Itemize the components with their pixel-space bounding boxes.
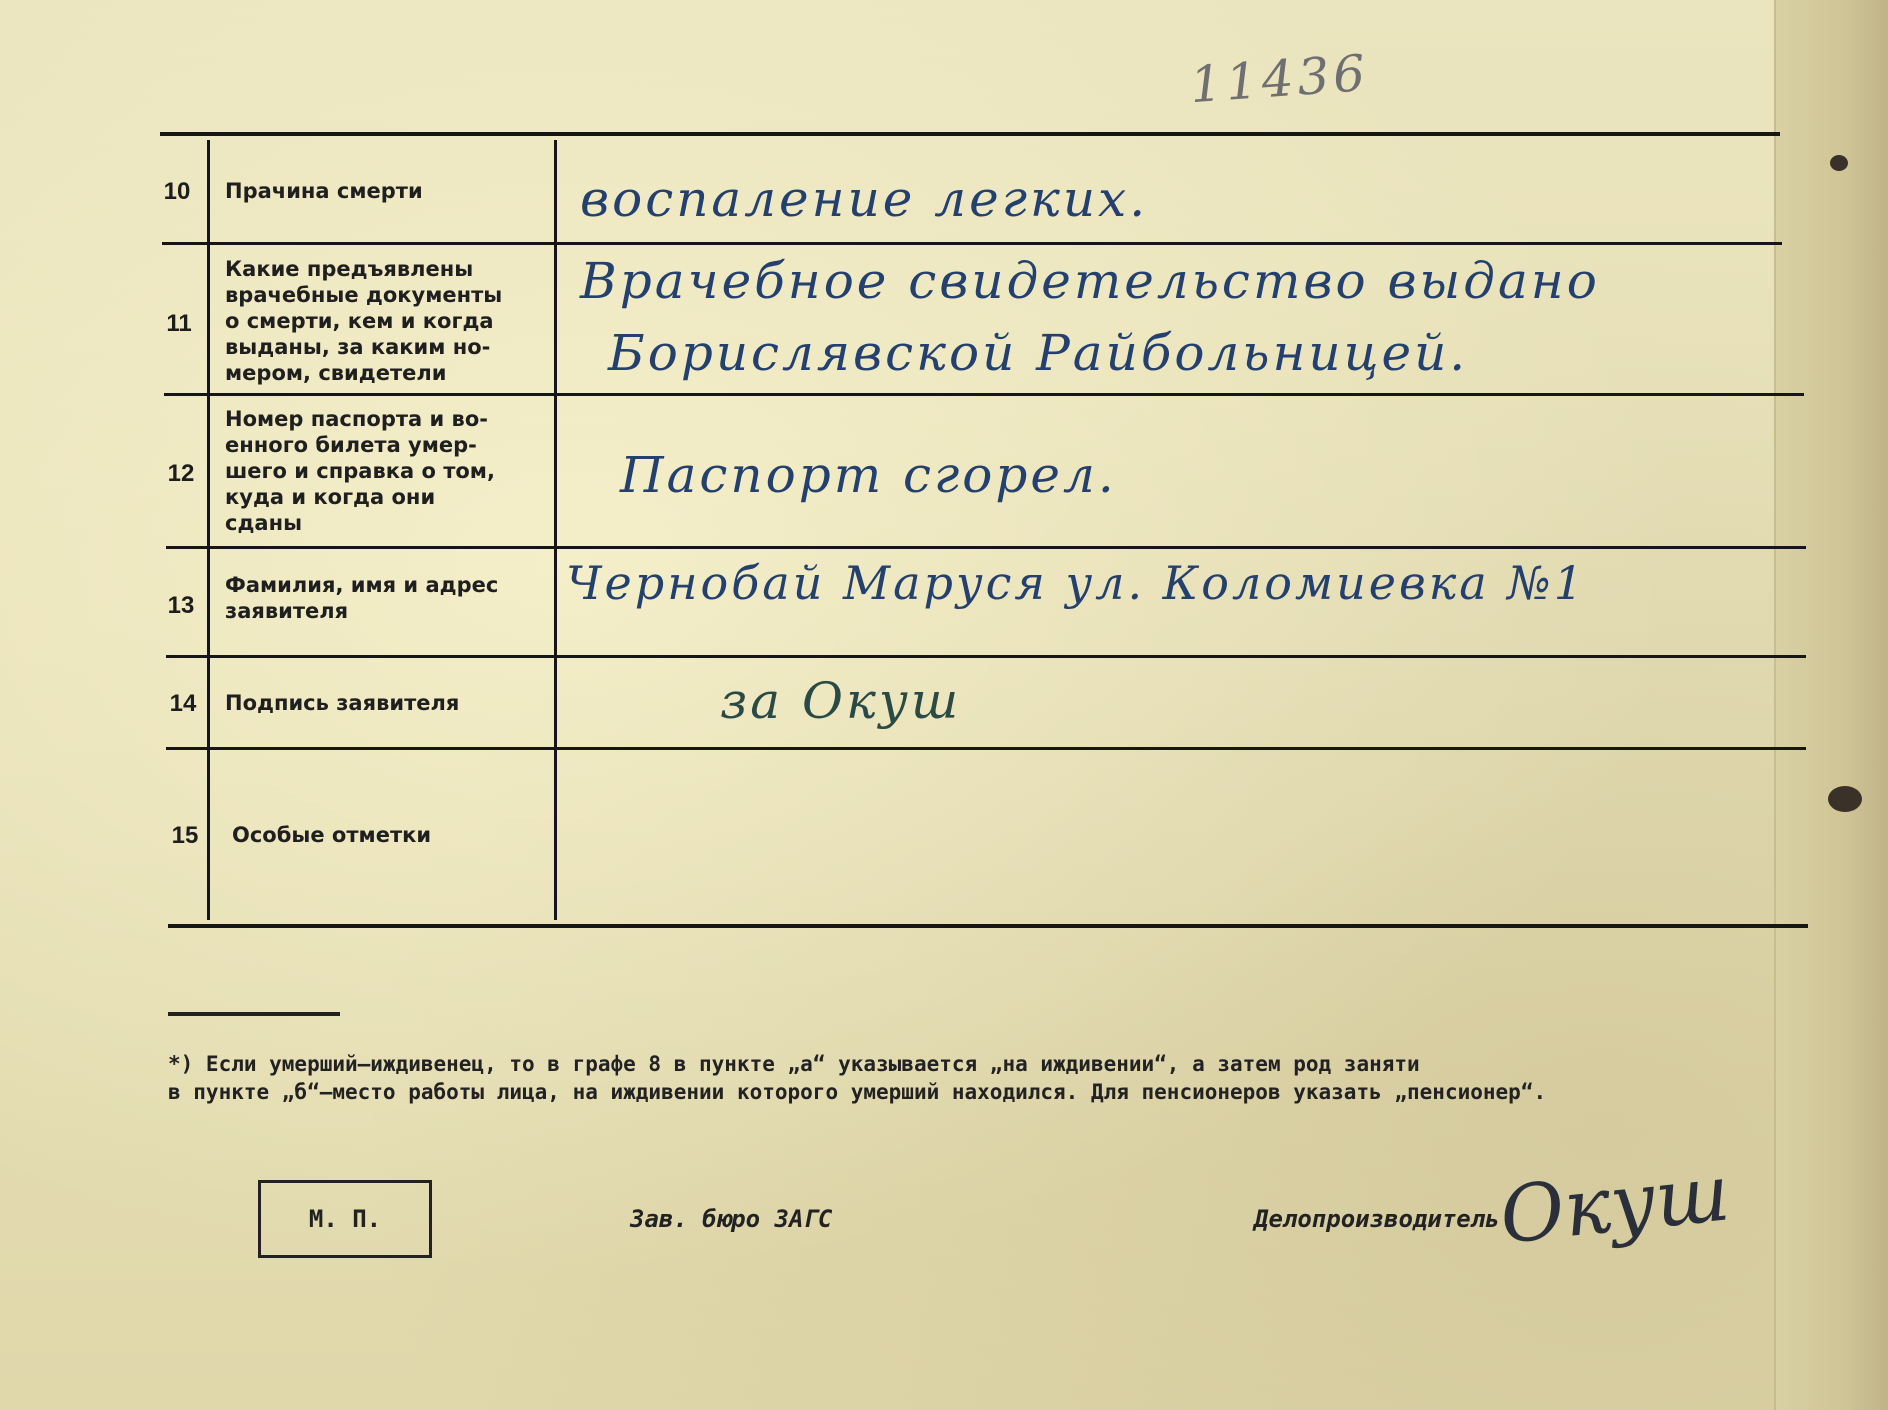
row-number: 15 bbox=[171, 822, 199, 849]
row-number: 11 bbox=[166, 310, 192, 337]
punch-hole bbox=[1830, 155, 1848, 171]
stamp-label: М. П. bbox=[308, 1205, 382, 1233]
table-rule bbox=[168, 924, 1808, 928]
row-number: 13 bbox=[167, 592, 195, 619]
stamp-box bbox=[258, 1180, 432, 1258]
row-number: 14 bbox=[169, 690, 197, 717]
clerk-signature: Окуш bbox=[1495, 1148, 1734, 1262]
row-number: 10 bbox=[163, 178, 191, 205]
entry-medical-docs: Врачебное свидетельство выдано bbox=[580, 252, 1600, 310]
row-label: Номер паспорта и во- енного билета умер- шего и справка о том, куда и когда они сданы bbox=[225, 407, 495, 535]
row-label: Особые отметки bbox=[232, 823, 432, 847]
row-label: Подпись заявителя bbox=[225, 691, 460, 715]
entry-applicant-signature: за Окуш bbox=[720, 672, 962, 730]
torn-edge bbox=[1774, 0, 1888, 1410]
entry-cause-of-death: воспаление легких. bbox=[580, 170, 1149, 228]
row-number: 12 bbox=[167, 460, 195, 487]
row-label: Какие предъявлены врачебные документы о смерти, кем и когда выданы, за каким но- мером, свидетели bbox=[225, 257, 503, 385]
table-rule bbox=[164, 393, 1804, 396]
table-rule bbox=[207, 140, 210, 920]
footnote bbox=[168, 1050, 1808, 1106]
entry-passport: Паспорт сгорел. bbox=[620, 446, 1117, 504]
table-rule bbox=[166, 546, 1806, 549]
footnote-rule bbox=[168, 1012, 340, 1016]
footnote-line: *) Если умерший—иждивенец, то в графе 8 в пункте „а“ указывается „на иждивении“, а затем род заняти bbox=[168, 1052, 1420, 1076]
row-label: Фамилия, имя и адрес заявителя bbox=[225, 573, 499, 623]
table-rule bbox=[162, 242, 1782, 245]
clerk-label: Делопроизводитель bbox=[1254, 1205, 1500, 1233]
table-rule bbox=[160, 132, 1780, 136]
table-rule bbox=[166, 747, 1806, 750]
head-of-bureau-label: Зав. бюро ЗАГС bbox=[630, 1205, 833, 1233]
footnote-line: в пункте „б“—место работы лица, на иждивении которого умерший находился. Для пенсионеров указать „пенсионер“. bbox=[168, 1080, 1547, 1104]
archive-number: 11436 bbox=[1188, 43, 1371, 115]
table-rule bbox=[166, 655, 1806, 658]
table-rule bbox=[554, 140, 557, 920]
row-label: Прачина смерти bbox=[225, 179, 423, 203]
punch-hole bbox=[1828, 786, 1862, 812]
entry-medical-docs: Борислявской Райбольницей. bbox=[608, 324, 1469, 382]
entry-applicant: Чернобай Маруся ул. Коломиевка №1 bbox=[566, 556, 1587, 610]
